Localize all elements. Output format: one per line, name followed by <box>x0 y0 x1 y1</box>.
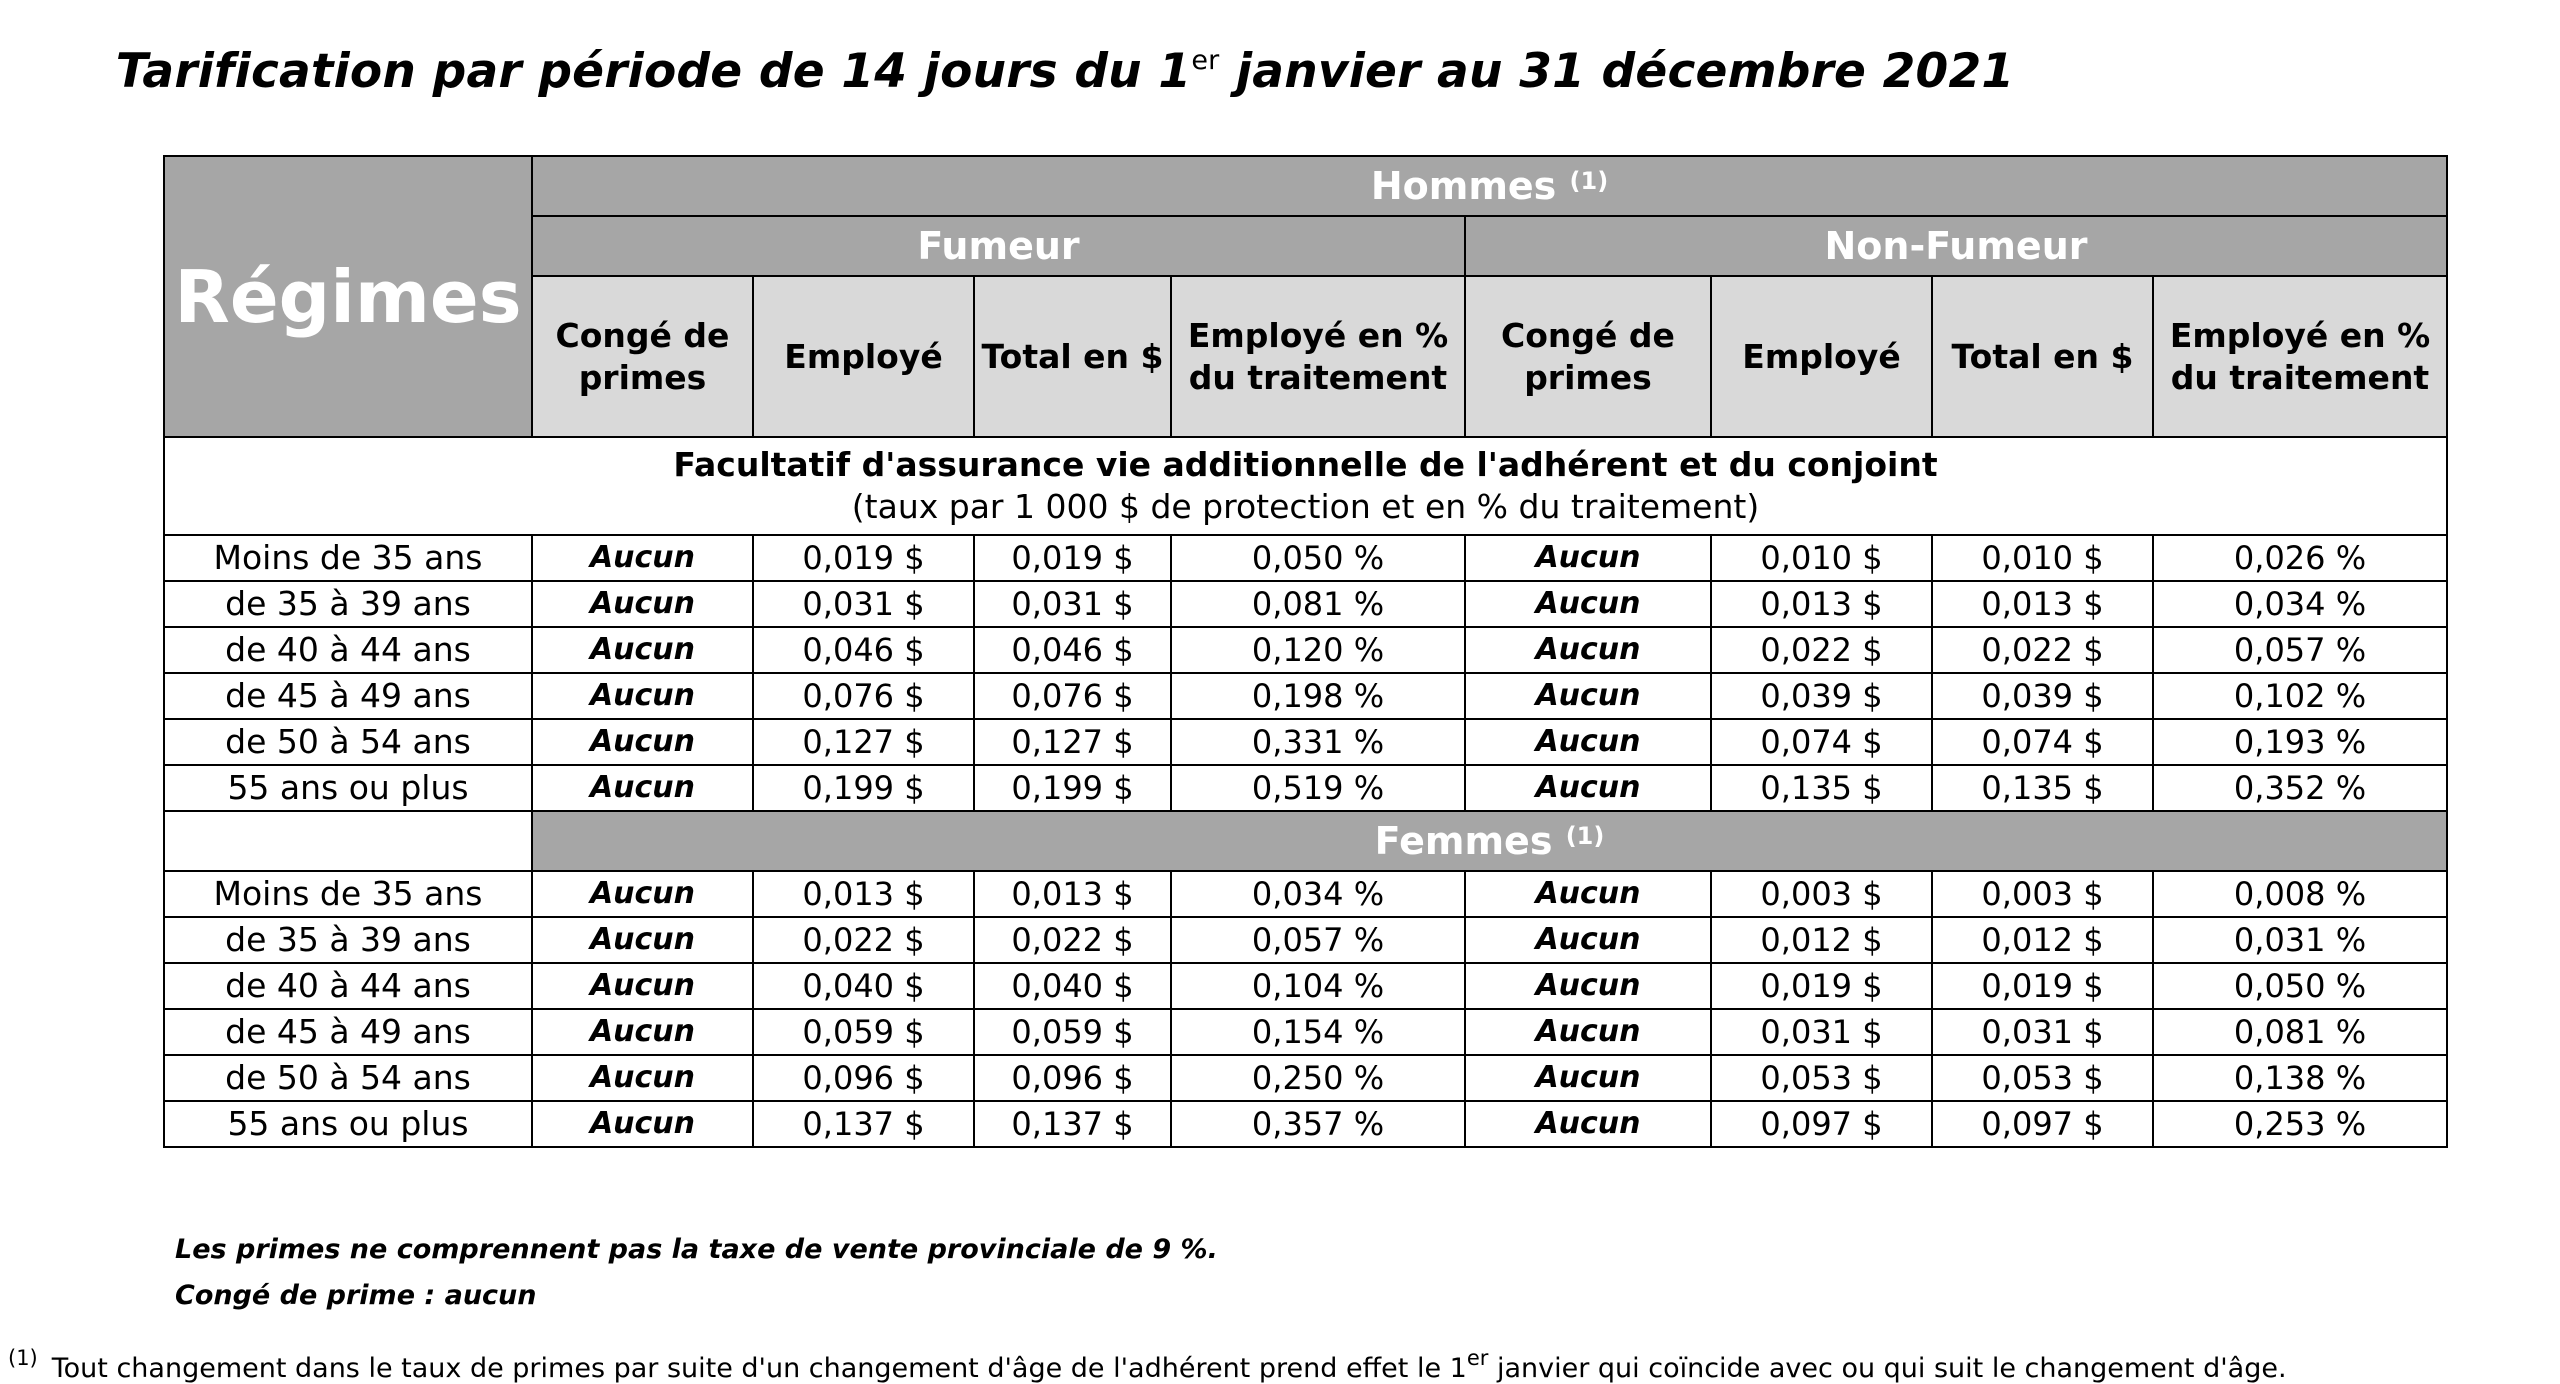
femmes-cell-employe-non-fumeur: 0,019 $ <box>1711 963 1932 1009</box>
femmes-cell-total-fumeur: 0,137 $ <box>974 1101 1171 1147</box>
femmes-cell-total-non-fumeur: 0,019 $ <box>1932 963 2153 1009</box>
hommes-cell-employe-fumeur: 0,127 $ <box>753 719 974 765</box>
femmes-cell-total-non-fumeur: 0,097 $ <box>1932 1101 2153 1147</box>
hommes-cell-age: 55 ans ou plus <box>164 765 532 811</box>
hommes-cell-employe-non-fumeur: 0,010 $ <box>1711 535 1932 581</box>
femmes-cell-pct-non-fumeur: 0,008 % <box>2153 871 2447 917</box>
femmes-note-ref: (1) <box>1565 822 1605 850</box>
hommes-cell-pct-fumeur: 0,120 % <box>1171 627 1465 673</box>
hommes-cell-pct-fumeur: 0,050 % <box>1171 535 1465 581</box>
femmes-cell-total-fumeur: 0,022 $ <box>974 917 1171 963</box>
table-row <box>164 535 2447 581</box>
femmes-cell-total-non-fumeur: 0,053 $ <box>1932 1055 2153 1101</box>
femmes-cell-conge-non-fumeur: Aucun <box>1465 1009 1711 1055</box>
femmes-cell-pct-non-fumeur: 0,081 % <box>2153 1009 2447 1055</box>
col-header-employe-fumeur: Employé <box>753 276 974 437</box>
hommes-cell-employe-fumeur: 0,046 $ <box>753 627 974 673</box>
femmes-cell-employe-fumeur: 0,040 $ <box>753 963 974 1009</box>
col-header-pct-fumeur: Employé en % du traitement <box>1171 276 1465 437</box>
table-row <box>164 581 2447 627</box>
hommes-cell-pct-non-fumeur: 0,352 % <box>2153 765 2447 811</box>
hommes-cell-total-non-fumeur: 0,039 $ <box>1932 673 2153 719</box>
table-row <box>164 1055 2447 1101</box>
col-header-conge-fumeur: Congé de primes <box>532 276 753 437</box>
hommes-cell-conge-fumeur: Aucun <box>532 627 753 673</box>
femmes-cell-employe-fumeur: 0,022 $ <box>753 917 974 963</box>
femmes-cell-conge-non-fumeur: Aucun <box>1465 1101 1711 1147</box>
hommes-cell-pct-non-fumeur: 0,026 % <box>2153 535 2447 581</box>
femmes-cell-employe-non-fumeur: 0,012 $ <box>1711 917 1932 963</box>
footnote <box>8 1346 2287 1384</box>
footnote-text-after: janvier qui coïncide avec ou qui suit le changement d'âge. <box>1488 1353 2287 1384</box>
hommes-cell-pct-non-fumeur: 0,102 % <box>2153 673 2447 719</box>
femmes-cell-age: 55 ans ou plus <box>164 1101 532 1147</box>
hommes-cell-conge-fumeur: Aucun <box>532 673 753 719</box>
page-title <box>0 44 2130 99</box>
femmes-cell-pct-non-fumeur: 0,253 % <box>2153 1101 2447 1147</box>
hommes-cell-pct-fumeur: 0,331 % <box>1171 719 1465 765</box>
femmes-cell-pct-non-fumeur: 0,138 % <box>2153 1055 2447 1101</box>
hommes-cell-pct-non-fumeur: 0,193 % <box>2153 719 2447 765</box>
hommes-cell-pct-non-fumeur: 0,034 % <box>2153 581 2447 627</box>
table-row <box>164 1101 2447 1147</box>
femmes-cell-conge-fumeur: Aucun <box>532 871 753 917</box>
hommes-cell-age: de 45 à 49 ans <box>164 673 532 719</box>
hommes-cell-conge-fumeur: Aucun <box>532 765 753 811</box>
femmes-cell-conge-fumeur: Aucun <box>532 1009 753 1055</box>
col-header-total-non-fumeur: Total en $ <box>1932 276 2153 437</box>
femmes-cell-total-non-fumeur: 0,031 $ <box>1932 1009 2153 1055</box>
section-subtitle: (taux par 1 000 $ de protection et en % du traitement) <box>851 487 1760 526</box>
hommes-cell-total-fumeur: 0,031 $ <box>974 581 1171 627</box>
rates-table <box>163 155 2448 1148</box>
hommes-cell-pct-fumeur: 0,081 % <box>1171 581 1465 627</box>
femmes-blank-cell <box>164 811 532 871</box>
hommes-cell-employe-non-fumeur: 0,074 $ <box>1711 719 1932 765</box>
title-superscript: er <box>1191 45 1220 76</box>
hommes-cell-employe-non-fumeur: 0,039 $ <box>1711 673 1932 719</box>
notes-block <box>175 1227 1218 1319</box>
footnote-marker: (1) <box>8 1346 38 1370</box>
femmes-header <box>532 811 2447 871</box>
title-text-before: Tarification par période de 14 jours du 1 <box>115 44 1192 99</box>
femmes-cell-total-non-fumeur: 0,003 $ <box>1932 871 2153 917</box>
hommes-cell-age: de 50 à 54 ans <box>164 719 532 765</box>
femmes-cell-employe-non-fumeur: 0,031 $ <box>1711 1009 1932 1055</box>
hommes-cell-pct-fumeur: 0,198 % <box>1171 673 1465 719</box>
femmes-cell-total-fumeur: 0,096 $ <box>974 1055 1171 1101</box>
table-row <box>164 917 2447 963</box>
hommes-note-ref: (1) <box>1569 167 1609 195</box>
hommes-cell-age: de 40 à 44 ans <box>164 627 532 673</box>
femmes-cell-conge-non-fumeur: Aucun <box>1465 871 1711 917</box>
hommes-cell-total-non-fumeur: 0,135 $ <box>1932 765 2153 811</box>
table-row <box>164 719 2447 765</box>
section-title: Facultatif d'assurance vie additionnelle de l'adhérent et du conjoint <box>673 445 1938 484</box>
table-row <box>164 627 2447 673</box>
hommes-cell-employe-fumeur: 0,031 $ <box>753 581 974 627</box>
hommes-cell-total-fumeur: 0,076 $ <box>974 673 1171 719</box>
femmes-cell-pct-fumeur: 0,250 % <box>1171 1055 1465 1101</box>
hommes-cell-total-non-fumeur: 0,010 $ <box>1932 535 2153 581</box>
femmes-cell-conge-non-fumeur: Aucun <box>1465 1055 1711 1101</box>
femmes-cell-employe-non-fumeur: 0,053 $ <box>1711 1055 1932 1101</box>
femmes-cell-total-fumeur: 0,059 $ <box>974 1009 1171 1055</box>
hommes-label: Hommes <box>1370 164 1570 208</box>
femmes-cell-pct-fumeur: 0,357 % <box>1171 1101 1465 1147</box>
femmes-cell-employe-fumeur: 0,013 $ <box>753 871 974 917</box>
table-row <box>164 1009 2447 1055</box>
femmes-cell-age: Moins de 35 ans <box>164 871 532 917</box>
col-header-total-fumeur: Total en $ <box>974 276 1171 437</box>
hommes-cell-age: Moins de 35 ans <box>164 535 532 581</box>
hommes-cell-total-non-fumeur: 0,013 $ <box>1932 581 2153 627</box>
hommes-cell-employe-fumeur: 0,019 $ <box>753 535 974 581</box>
hommes-cell-total-non-fumeur: 0,074 $ <box>1932 719 2153 765</box>
femmes-cell-employe-fumeur: 0,096 $ <box>753 1055 974 1101</box>
femmes-cell-conge-non-fumeur: Aucun <box>1465 963 1711 1009</box>
col-header-conge-non-fumeur: Congé de primes <box>1465 276 1711 437</box>
femmes-cell-age: de 45 à 49 ans <box>164 1009 532 1055</box>
footnote-superscript: er <box>1466 1346 1489 1370</box>
femmes-cell-conge-fumeur: Aucun <box>532 1101 753 1147</box>
hommes-cell-total-fumeur: 0,019 $ <box>974 535 1171 581</box>
femmes-cell-total-fumeur: 0,040 $ <box>974 963 1171 1009</box>
femmes-cell-conge-fumeur: Aucun <box>532 1055 753 1101</box>
hommes-header <box>532 156 2447 216</box>
table-row <box>164 963 2447 1009</box>
femmes-cell-pct-fumeur: 0,104 % <box>1171 963 1465 1009</box>
hommes-cell-total-fumeur: 0,199 $ <box>974 765 1171 811</box>
hommes-cell-conge-fumeur: Aucun <box>532 581 753 627</box>
femmes-cell-conge-fumeur: Aucun <box>532 917 753 963</box>
hommes-cell-employe-non-fumeur: 0,022 $ <box>1711 627 1932 673</box>
femmes-cell-employe-fumeur: 0,059 $ <box>753 1009 974 1055</box>
femmes-cell-total-non-fumeur: 0,012 $ <box>1932 917 2153 963</box>
hommes-cell-total-non-fumeur: 0,022 $ <box>1932 627 2153 673</box>
femmes-cell-employe-non-fumeur: 0,003 $ <box>1711 871 1932 917</box>
femmes-cell-age: de 40 à 44 ans <box>164 963 532 1009</box>
hommes-cell-conge-non-fumeur: Aucun <box>1465 673 1711 719</box>
femmes-cell-pct-fumeur: 0,154 % <box>1171 1009 1465 1055</box>
hommes-cell-employe-fumeur: 0,199 $ <box>753 765 974 811</box>
col-header-employe-non-fumeur: Employé <box>1711 276 1932 437</box>
hommes-cell-pct-fumeur: 0,519 % <box>1171 765 1465 811</box>
hommes-cell-age: de 35 à 39 ans <box>164 581 532 627</box>
hommes-cell-conge-non-fumeur: Aucun <box>1465 765 1711 811</box>
hommes-cell-conge-non-fumeur: Aucun <box>1465 719 1711 765</box>
note-conge: Congé de prime : aucun <box>175 1280 537 1311</box>
title-text-after: janvier au 31 décembre 2021 <box>1219 44 2015 99</box>
note-tax: Les primes ne comprennent pas la taxe de vente provinciale de 9 %. <box>175 1234 1218 1265</box>
hommes-cell-conge-non-fumeur: Aucun <box>1465 627 1711 673</box>
femmes-cell-pct-fumeur: 0,057 % <box>1171 917 1465 963</box>
hommes-cell-conge-fumeur: Aucun <box>532 535 753 581</box>
femmes-label: Femmes <box>1374 819 1566 863</box>
femmes-cell-age: de 35 à 39 ans <box>164 917 532 963</box>
hommes-cell-conge-non-fumeur: Aucun <box>1465 581 1711 627</box>
femmes-cell-conge-non-fumeur: Aucun <box>1465 917 1711 963</box>
hommes-cell-pct-non-fumeur: 0,057 % <box>2153 627 2447 673</box>
femmes-header-row <box>164 811 2447 871</box>
section-description <box>164 437 2447 535</box>
footnote-text-before: Tout changement dans le taux de primes par suite d'un changement d'âge de l'adhérent prend effet le 1 <box>51 1353 1467 1384</box>
femmes-cell-pct-fumeur: 0,034 % <box>1171 871 1465 917</box>
hommes-cell-conge-fumeur: Aucun <box>532 719 753 765</box>
col-header-pct-non-fumeur: Employé en % du traitement <box>2153 276 2447 437</box>
hommes-cell-conge-non-fumeur: Aucun <box>1465 535 1711 581</box>
table-row <box>164 765 2447 811</box>
femmes-cell-employe-non-fumeur: 0,097 $ <box>1711 1101 1932 1147</box>
femmes-cell-pct-non-fumeur: 0,050 % <box>2153 963 2447 1009</box>
femmes-cell-total-fumeur: 0,013 $ <box>974 871 1171 917</box>
hommes-cell-employe-non-fumeur: 0,013 $ <box>1711 581 1932 627</box>
hommes-cell-employe-fumeur: 0,076 $ <box>753 673 974 719</box>
table-row <box>164 673 2447 719</box>
hommes-cell-employe-non-fumeur: 0,135 $ <box>1711 765 1932 811</box>
fumeur-group-header: Fumeur <box>532 216 1465 276</box>
hommes-cell-total-fumeur: 0,127 $ <box>974 719 1171 765</box>
hommes-cell-total-fumeur: 0,046 $ <box>974 627 1171 673</box>
femmes-cell-pct-non-fumeur: 0,031 % <box>2153 917 2447 963</box>
table-row <box>164 871 2447 917</box>
regimes-header: Régimes <box>164 156 532 437</box>
femmes-cell-age: de 50 à 54 ans <box>164 1055 532 1101</box>
non-fumeur-group-header: Non-Fumeur <box>1465 216 2447 276</box>
femmes-cell-conge-fumeur: Aucun <box>532 963 753 1009</box>
femmes-cell-employe-fumeur: 0,137 $ <box>753 1101 974 1147</box>
